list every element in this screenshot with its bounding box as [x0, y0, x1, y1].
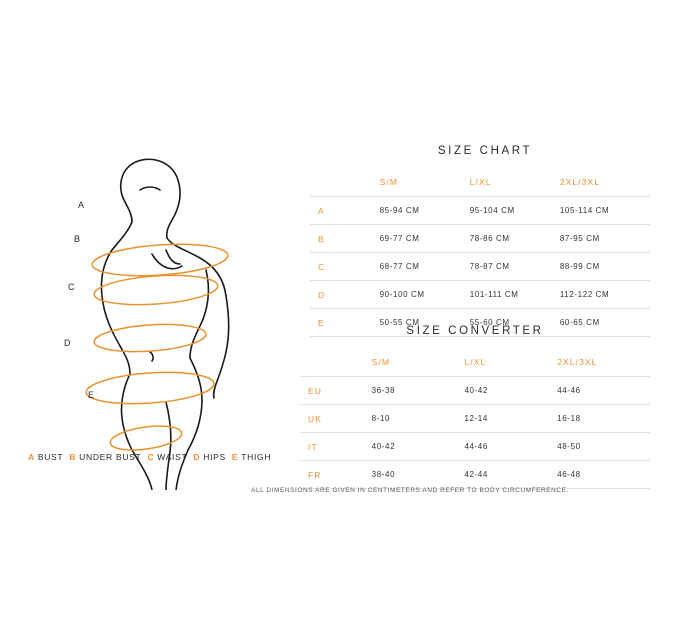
footnote-text: ALL DIMENSIONS ARE GIVEN IN CENTIMETERS AND REFER TO BODY CIRCUMFERENCE.: [251, 487, 569, 494]
size-converter-uk-2xl3xl: 16-18: [557, 405, 650, 433]
size-converter-uk-sm: 8-10: [372, 405, 465, 433]
table-row: [310, 281, 650, 309]
legend-item-waist: [147, 452, 187, 462]
table-row: [300, 461, 650, 489]
size-converter-eu-sm: 36-38: [372, 377, 465, 405]
size-converter-header-lxl: L/XL: [464, 348, 557, 377]
table-row: [310, 197, 650, 225]
marker-a-letter: A: [78, 200, 85, 210]
size-converter-row-label-it: IT: [300, 433, 372, 461]
legend-item-hips: [193, 452, 225, 462]
size-chart-a-lxl: 95-104 CM: [470, 197, 560, 225]
size-converter-it-sm: 40-42: [372, 433, 465, 461]
legend-key-d: D: [193, 452, 201, 462]
legend-label-under-bust: UNDER BUST: [79, 452, 142, 462]
size-chart-c-lxl: 78-87 CM: [470, 253, 560, 281]
size-converter-header-2xl3xl: 2XL/3XL: [557, 348, 650, 377]
legend-item-thigh: [232, 452, 271, 462]
size-chart-c-sm: 68-77 CM: [380, 253, 470, 281]
size-converter-eu-2xl3xl: 44-46: [557, 377, 650, 405]
size-chart-title: SIZE CHART: [437, 145, 533, 157]
figure-legend: [28, 452, 288, 462]
size-converter-table: [300, 348, 650, 489]
size-chart-c-2xl3xl: 88-99 CM: [560, 253, 650, 281]
table-row: [310, 225, 650, 253]
legend-item-under-bust: [69, 452, 141, 462]
table-header-row: [310, 168, 650, 197]
legend-key-e: E: [231, 452, 239, 462]
figure-svg: [20, 150, 300, 490]
size-converter-fr-2xl3xl: 46-48: [557, 461, 650, 489]
size-chart-b-lxl: 78-86 CM: [470, 225, 560, 253]
size-chart-header-blank: [310, 168, 380, 197]
body-figure-illustration: [20, 150, 300, 490]
size-chart-row-label-d: D: [310, 281, 380, 309]
size-chart-e-lxl: 55-60 CM: [470, 309, 560, 337]
size-converter-uk-lxl: 12-14: [464, 405, 557, 433]
legend-label-hips: HIPS: [203, 452, 226, 462]
table-row: [300, 433, 650, 461]
size-chart-row-label-a: A: [310, 197, 380, 225]
size-chart-row-label-b: B: [310, 225, 380, 253]
size-converter-fr-sm: 38-40: [372, 461, 465, 489]
size-converter-row-label-fr: FR: [300, 461, 372, 489]
legend-label-thigh: THIGH: [241, 452, 272, 462]
size-converter-row-label-eu: EU: [300, 377, 372, 405]
size-chart-e-sm: 50-55 CM: [380, 309, 470, 337]
size-converter-header-sm: S/M: [372, 348, 465, 377]
size-converter-eu-lxl: 40-42: [464, 377, 557, 405]
size-chart-a-2xl3xl: 105-114 CM: [560, 197, 650, 225]
size-converter-fr-lxl: 42-44: [464, 461, 557, 489]
size-chart-row-label-e: E: [310, 309, 380, 337]
legend-key-b: B: [69, 452, 77, 462]
size-chart-row-label-c: C: [310, 253, 380, 281]
size-chart-b-sm: 69-77 CM: [380, 225, 470, 253]
marker-b-letter: B: [74, 234, 81, 244]
legend-key-c: C: [147, 452, 155, 462]
marker-c-letter: C: [68, 282, 75, 292]
table-header-row: [300, 348, 650, 377]
size-chart-d-lxl: 101-111 CM: [470, 281, 560, 309]
size-chart-b-2xl3xl: 87-95 CM: [560, 225, 650, 253]
size-converter-row-label-uk: UK: [300, 405, 372, 433]
table-row: [300, 405, 650, 433]
marker-e-letter: E: [88, 390, 95, 400]
legend-label-waist: WAIST: [157, 452, 188, 462]
size-chart-a-sm: 85-94 CM: [380, 197, 470, 225]
size-chart-header-sm: S/M: [380, 168, 470, 197]
size-converter-it-2xl3xl: 48-50: [557, 433, 650, 461]
table-row: [300, 377, 650, 405]
size-chart-d-sm: 90-100 CM: [380, 281, 470, 309]
marker-d-letter: D: [64, 338, 71, 348]
size-chart-header-lxl: L/XL: [470, 168, 560, 197]
size-chart-d-2xl3xl: 112-122 CM: [560, 281, 650, 309]
size-converter-header-blank: [300, 348, 372, 377]
size-chart-table: [310, 168, 650, 337]
size-converter-it-lxl: 44-46: [464, 433, 557, 461]
size-chart-e-2xl3xl: 60-65 CM: [560, 309, 650, 337]
table-row: [310, 253, 650, 281]
legend-label-bust: BUST: [37, 452, 64, 462]
size-converter-title: SIZE CONVERTER: [406, 325, 544, 337]
size-chart-header-2xl3xl: 2XL/3XL: [560, 168, 650, 197]
legend-item-bust: [28, 452, 63, 462]
legend-key-a: A: [28, 452, 35, 462]
